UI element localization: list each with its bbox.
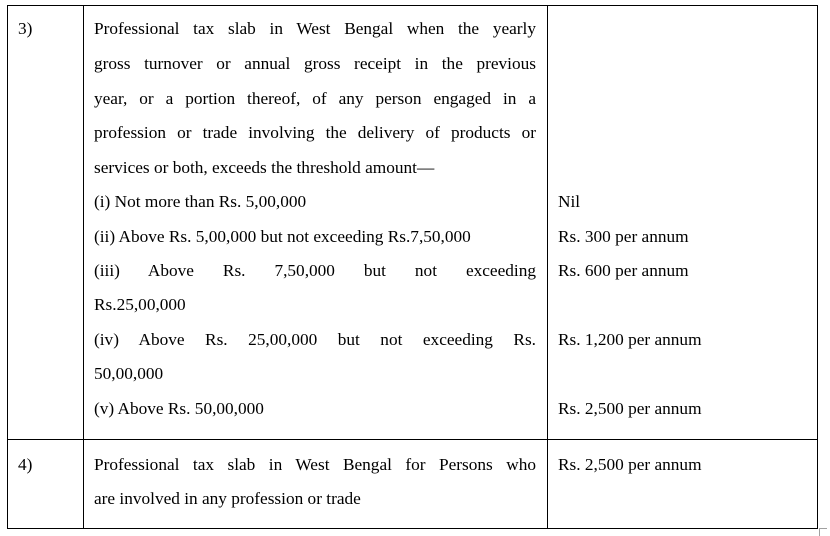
column-divider-2 — [547, 6, 548, 528]
slab-2-range: (ii) Above Rs. 5,00,000 but not exceeding Rs.7,50,000 — [94, 227, 471, 246]
slab-1-tax: Nil — [558, 192, 581, 211]
slab-2-tax: Rs. 300 per annum — [558, 227, 689, 246]
column-divider-1 — [83, 6, 84, 528]
slab-3-tax: Rs. 600 per annum — [558, 261, 689, 280]
slab-5-tax: Rs. 2,500 per annum — [558, 399, 702, 418]
row-3-description-line-2: gross turnover or annual gross receipt in the previous — [94, 54, 536, 73]
row-3-description-line-3: year, or a portion thereof, of any person engaged in a — [94, 89, 536, 108]
slab-4-tax: Rs. 1,200 per annum — [558, 330, 702, 349]
row-4-description-line-1: Professional tax slab in West Bengal for Persons who — [94, 455, 536, 474]
row-3-description-line-4: profession or trade involving the delivery of products or — [94, 123, 536, 142]
slab-4-range-line-2: 50,00,000 — [94, 364, 164, 383]
slab-5-range: (v) Above Rs. 50,00,000 — [94, 399, 264, 418]
row-4-tax: Rs. 2,500 per annum — [558, 455, 702, 474]
row-3-number: 3) — [18, 19, 33, 38]
row-3-description-line-5: services or both, exceeds the threshold amount— — [94, 158, 435, 177]
row-3-description-line-1: Professional tax slab in West Bengal when the yearly — [94, 19, 536, 38]
slab-3-range-line-2: Rs.25,00,000 — [94, 295, 186, 314]
row-divider — [8, 439, 817, 440]
row-4-number: 4) — [18, 455, 33, 474]
slab-4-range-line-1: (iv) Above Rs. 25,00,000 but not exceeding Rs. — [94, 330, 536, 349]
slab-3-range-line-1: (iii) Above Rs. 7,50,000 but not exceeding — [94, 261, 536, 280]
slab-1-range: (i) Not more than Rs. 5,00,000 — [94, 192, 307, 211]
professional-tax-table — [7, 5, 818, 529]
row-4-description-line-2: are involved in any profession or trade — [94, 489, 361, 508]
table-resize-handle[interactable] — [819, 528, 827, 536]
